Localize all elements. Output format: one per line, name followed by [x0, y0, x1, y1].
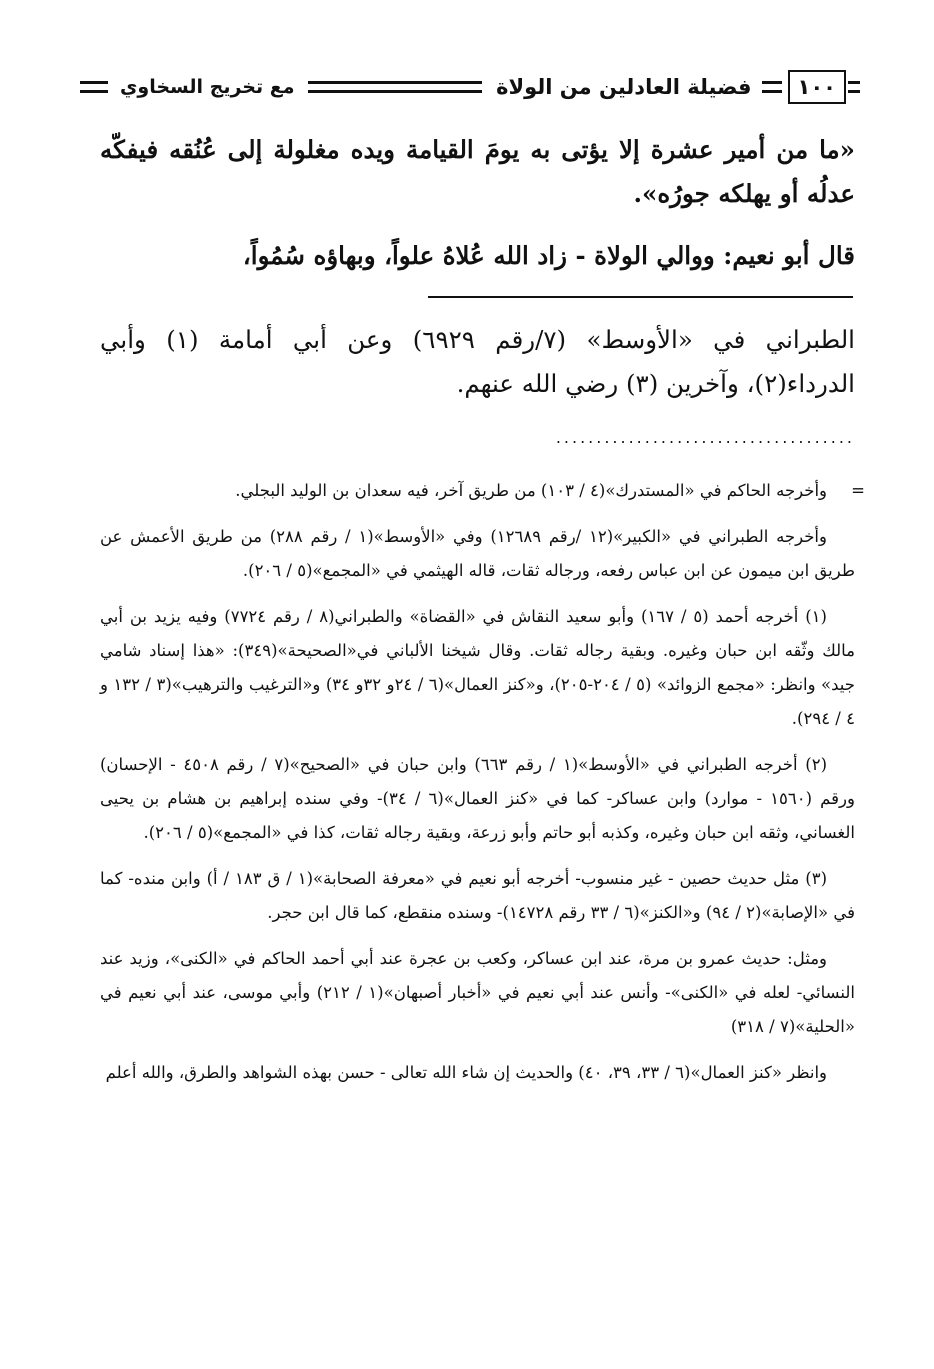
- footnote-separator: .....................................: [555, 428, 855, 447]
- inset-text: [100, 318, 855, 406]
- main-text: [100, 128, 855, 278]
- header-ornament-mid: [762, 81, 782, 93]
- header-ornament-long: [308, 81, 482, 93]
- footnote-3: (٣) مثل حديث حصين - غير منسوب- أخرجه أبو نعيم في «معرفة الصحابة»(١ / ق ١٨٣ / أ) وابن منده- كما في «الإصابة»(٢ / ٩٤) و«الكنز»(٦ / ٣٣ رقم ١٤٧٢٨)- وسنده منقطع، كما قال ابن حجر.: [100, 869, 855, 922]
- footnote-3-more: ومثل: حديث عمرو بن مرة، عند ابن عساكر، وكعب بن عجرة عند أبي أحمد الحاكم في «الكنى»، وزيد عند النسائي- لعله في «الكنى»- وأنس عند أبي نعيم في «أخبار أصبهان»(١ / ٢١٢) وأبي موسى، عند أبي نعيم في «الحلية»(٧ / ٣١٨): [100, 949, 855, 1036]
- footnotes: [100, 474, 865, 1102]
- book-title: فضيلة العادلين من الولاة: [496, 75, 752, 99]
- main-rule: [428, 296, 853, 298]
- hadith-text: «ما من أمير عشرة إلا يؤتى به يومَ القيامة ويده مغلولة إلى عُنُقه فيفكّه عدلُه أو يهلكه جورُه».: [100, 135, 855, 208]
- footnote-1: (١) أخرجه أحمد (٥ / ١٦٧) وأبو سعيد النقاش في «القضاة» والطبراني(٨ / رقم ٧٧٢٤) وفيه يزيد بن أبي مالك وثّقه ابن حبان وغيره. وبقية رجاله ثقات. وقال شيخنا الألباني في«الصحيحة»(٣٤٩): «هذا إسناد شامي جيد» وانظر: «مجمع الزوائد» (٥ / ٢٠٤-٢٠٥)، و«كنز العمال»(٦ / ٢٤و ٣٢و ٣٤) و«الترغيب والترهيب»(٣ / ١٣٢ و ٤ / ٢٩٤).: [100, 607, 855, 728]
- footnote-2: (٢) أخرجه الطبراني في «الأوسط»(١ / رقم ٦٦٣) وابن حبان في «الصحيح»(٧ / رقم ٤٥٠٨ - الإحسان) ورقم (١٥٦٠ - موارد) وابن عساكر- كما في «كنز العمال»(٦ / ٣٤)- وفي سنده إبراهيم بن هشام بن يحيى الغساني، وثقه ابن حبان وغيره، وكذبه أبو حاتم وأبو زرعة، وبقية رجاله ثقات، كذا في «المجمع»(٥ / ٢٠٦).: [100, 755, 855, 842]
- header-ornament-right: [848, 81, 860, 93]
- abu-nuaym-line: قال أبو نعيم: ووالي الولاة - زاد الله عُلاهُ علواً، وبهاؤه سُمُواً،: [242, 241, 855, 270]
- footnote-continuation: [100, 474, 865, 508]
- footnote-continuation-text: وأخرجه الحاكم في «المستدرك»(٤ / ١٠٣) من طريق آخر، فيه سعدان بن الوليد البجلي.: [235, 481, 827, 500]
- footnote-3-conclusion: وانظر «كنز العمال»(٦ / ٣٣، ٣٩، ٤٠) والحديث إن شاء الله تعالى - حسن بهذه الشواهد والطرق، والله أعلم: [105, 1063, 827, 1082]
- header-ornament-left: [80, 81, 108, 93]
- footnote-continuation-2: وأخرجه الطبراني في «الكبير»(١٢ /رقم ١٢٦٨٩) وفي «الأوسط»(١ / رقم ٢٨٨) من طريق الأعمش عن طريق ابن ميمون عن ابن عباس رفعه، ورجاله ثقات، قاله الهيثمي في «المجمع»(٥ / ٢٠٦).: [100, 527, 855, 580]
- running-header: [80, 62, 860, 112]
- continuation-mark: =: [851, 481, 865, 500]
- tabarani-line: الطبراني في «الأوسط» (٧/رقم ٦٩٢٩) وعن أبي أمامة (١) وأبي الدرداء(٢)، وآخرين (٣) رضي الله عنهم.: [100, 325, 855, 398]
- page-number: ١٠٠: [788, 70, 846, 104]
- series-title: مع تخريج السخاوي: [120, 76, 295, 98]
